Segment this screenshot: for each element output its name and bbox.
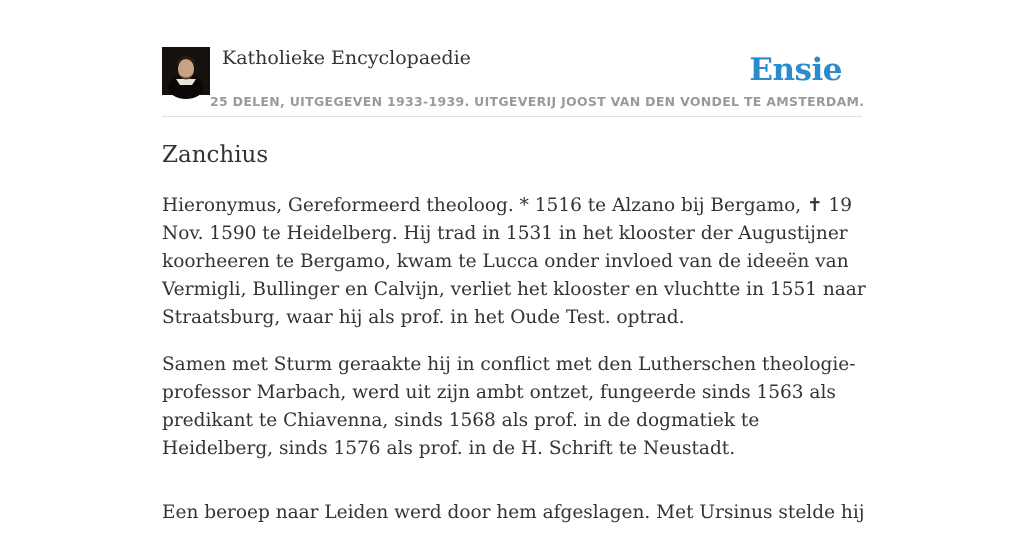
- entry-paragraph: Een beroep naar Leiden werd door hem afgeslagen. Met Ursinus stelde hij: [162, 502, 865, 523]
- source-title[interactable]: Katholieke Encyclopaedie: [222, 47, 471, 69]
- portrait-image: [162, 47, 210, 95]
- source-header: [162, 46, 865, 117]
- entry-paragraph: Hieronymus, Gereformeerd theoloog. * 1516 te Alzano bij Bergamo, ✝ 19 Nov. 1590 te Heidelberg. Hij trad in 1531 in het klooster der Augustijner koorheeren te Bergamo, kwam te Lucca onder invloed van de ideeën van Vermigli, Bullinger en Calvijn, verliet het klooster en vluchtte in 1551 naar Straatsburg, waar hij als prof. in het Oude Test. optrad.: [162, 195, 866, 328]
- brand-logo-link[interactable]: Ensie: [749, 52, 842, 88]
- entry-paragraph: Samen met Sturm geraakte hij in conflict met den Lutherschen theologie-professor Marbach, werd uit zijn ambt ontzet, fungeerde sinds 1563 als predikant te Chiavenna, sinds 1568 als prof. in de dogmatiek te Heidelberg, sinds 1576 als prof. in de H. Schrift te Neustadt.: [162, 354, 856, 459]
- entry-body: [162, 192, 870, 546]
- source-subtitle: 25 DELEN, UITGEGEVEN 1933-1939. UITGEVERIJ JOOST VAN DEN VONDEL TE AMSTERDAM.: [210, 94, 865, 109]
- entry-title: Zanchius: [162, 142, 269, 168]
- portrait-avatar-icon[interactable]: [162, 47, 210, 95]
